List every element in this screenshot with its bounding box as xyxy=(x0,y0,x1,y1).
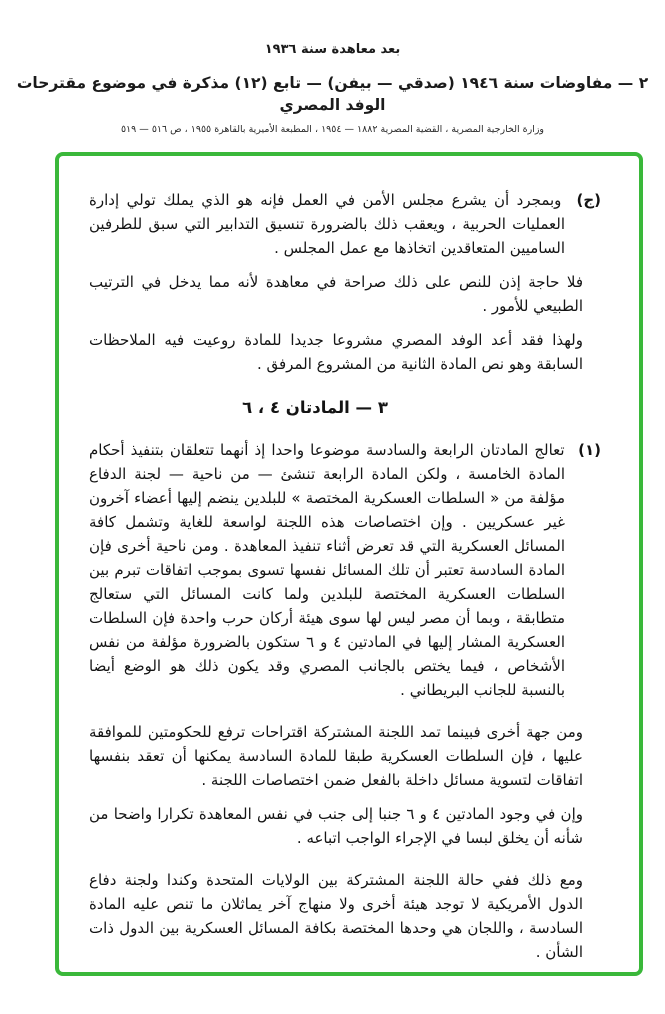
section-heading: ٣ — المادتان ٤ ، ٦ xyxy=(242,398,388,417)
citation: وزارة الخارجية المصرية ، القضية المصرية ١٨٨٢ — ١٩٥٤ ، المطبعة الأميرية بالقاهرة ١٩٥٥ ، ص ٥١٦ — ٥١٩ xyxy=(120,124,545,136)
paragraph-text: ومع ذلك ففي حالة اللجنة المشتركة بين الولايات المتحدة وكندا ولجنة دفاع الدول الأمريكية لا توجد هيئة أخرى ولا منهاج آخر يماثلان ما تنص عليه المادة السادسة ، واللجان هي وحدها المختصة بكافة المسائل العسكرية بين الدول ذات الشأن . xyxy=(89,871,583,961)
page-header xyxy=(0,0,665,135)
paragraph-text: فلا حاجة إذن للنص على ذلك صراحة في معاهدة لأنه مما يدخل في الترتيب الطبيعي للأمور . xyxy=(89,273,583,315)
paragraph-marker: (ج) xyxy=(576,191,601,209)
paragraph xyxy=(89,868,601,964)
paragraph-text: ومن جهة أخرى فبينما تمد اللجنة المشتركة اقتراحات ترفع للحكومتين للموافقة عليها ، فإن السلطات العسكرية طبقا للمادة السادسة يمكنها أن تعقد بنفسها اتفاقات لتسوية مسائل داخلة بالفعل ضمن اختصاصات اللجنة . xyxy=(89,723,583,789)
paragraph-text: تعالج المادتان الرابعة والسادسة موضوعا واحدا إذ أنهما تتعلقان بتنفيذ أحكام المادة الخامسة ، ولكن المادة الرابعة تنشئ — من ناحية — لجنة الدفاع مؤلفة من « السلطات العسكرية المختصة » للبلدين ينضم إليها أعضاء آخرون غير عسكريين . وإن اختصاصات هذه اللجنة لواسعة للغاية وتشمل كافة المسائل العسكرية التي قد تعرض أثناء تنفيذ المعاهدة . ومن ناحية أخرى فإن المادة السادسة تعتبر أن تلك المسائل نفسها تسوى بموجب اتفاقات تبرم بين السلطات العسكرية المختصة للبلدين ولما كانت المسائل التي ستعالج متطابقة ، وبما أن مصر ليس لها سوى هيئة أركان حرب واحدة فإن السلطات العسكرية المشار إليها في المادتين ٤ و ٦ ستكون بالضرورة مؤلفة من نفس الأشخاص ، فيما يختص بالجانب المصري وقد يكون ذلك هو الوضع أيضا بالنسبة للجانب البريطاني . xyxy=(89,441,565,699)
green-border-frame xyxy=(55,152,643,976)
paragraph xyxy=(89,270,601,318)
paragraph-text: ولهذا فقد أعد الوفد المصري مشروعا جديدا للمادة روعيت فيه الملاحظات السابقة وهو نص المادة الثانية من المشروع المرفق . xyxy=(89,331,583,373)
running-head: بعد معاهدة سنة ١٩٣٦ xyxy=(264,42,401,57)
document-body xyxy=(89,188,601,964)
paragraph xyxy=(89,188,601,260)
paragraph xyxy=(89,328,601,376)
paragraph xyxy=(89,438,601,702)
paragraph xyxy=(89,802,601,850)
paragraph-marker: (١) xyxy=(578,441,601,459)
paragraph xyxy=(89,720,601,792)
document-title: ٢ — مفاوضات سنة ١٩٤٦ (صدقي — بيفن) — تابع (١٢) مذكرة في موضوع مقترحات الوفد المصري xyxy=(16,74,649,114)
paragraph-text: وإن في وجود المادتين ٤ و ٦ جنبا إلى جنب في نفس المعاهدة تكرارا واضحا من شأنه أن يخلق لبسا في الإجراء الواجب اتباعه . xyxy=(89,805,583,847)
paragraph-text: وبمجرد أن يشرع مجلس الأمن في العمل فإنه هو الذي يملك تولي إدارة العمليات الحربية ، ويعقب ذلك بالضرورة تنسيق التدابير التي سبق للطرفين الساميين المتعاقدين اتخاذها مع عمل المجلس . xyxy=(89,191,565,257)
